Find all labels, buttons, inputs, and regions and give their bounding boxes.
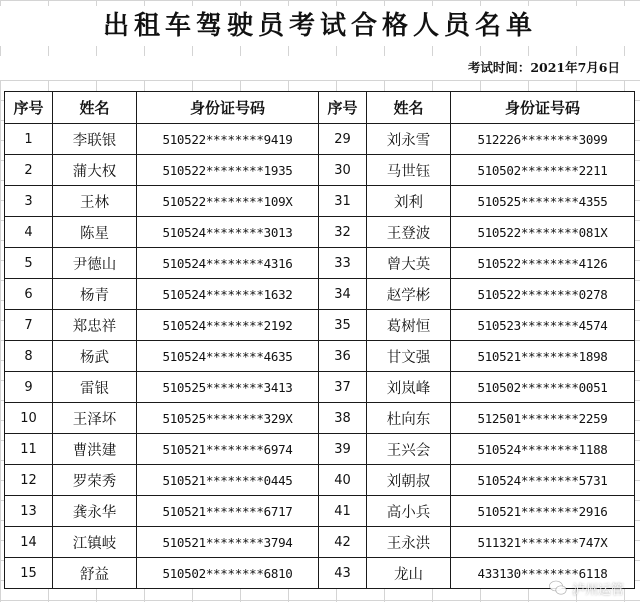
table-row bbox=[5, 248, 635, 279]
table-row bbox=[5, 558, 635, 589]
cell-id: 510525********329X bbox=[137, 403, 319, 434]
cell-no: 37 bbox=[319, 372, 367, 403]
cell-id: 510523********4574 bbox=[451, 310, 635, 341]
cell-id: 510524********1632 bbox=[137, 279, 319, 310]
cell-id: 510522********109X bbox=[137, 186, 319, 217]
watermark bbox=[549, 577, 624, 599]
cell-no: 38 bbox=[319, 403, 367, 434]
cell-name: 葛树恒 bbox=[367, 310, 451, 341]
cell-id: 512501********2259 bbox=[451, 403, 635, 434]
cell-name: 舒益 bbox=[53, 558, 137, 589]
cell-no: 14 bbox=[5, 527, 53, 558]
cell-no: 4 bbox=[5, 217, 53, 248]
table-row bbox=[5, 279, 635, 310]
cell-id: 510521********1898 bbox=[451, 341, 635, 372]
cell-no: 8 bbox=[5, 341, 53, 372]
cell-name: 王泽坏 bbox=[53, 403, 137, 434]
cell-id: 510524********2192 bbox=[137, 310, 319, 341]
cell-name: 曹洪建 bbox=[53, 434, 137, 465]
table-row bbox=[5, 434, 635, 465]
cell-no: 6 bbox=[5, 279, 53, 310]
cell-no: 3 bbox=[5, 186, 53, 217]
cell-name: 刘朝叔 bbox=[367, 465, 451, 496]
header-no: 序号 bbox=[319, 92, 367, 124]
cell-name: 尹德山 bbox=[53, 248, 137, 279]
cell-name: 王兴会 bbox=[367, 434, 451, 465]
cell-name: 蒲大权 bbox=[53, 155, 137, 186]
cell-no: 34 bbox=[319, 279, 367, 310]
table-row bbox=[5, 341, 635, 372]
cell-name: 龙山 bbox=[367, 558, 451, 589]
cell-id: 510524********4635 bbox=[137, 341, 319, 372]
cell-name: 龚永华 bbox=[53, 496, 137, 527]
cell-id: 510524********5731 bbox=[451, 465, 635, 496]
cell-id: 510522********4126 bbox=[451, 248, 635, 279]
cell-no: 35 bbox=[319, 310, 367, 341]
cell-id: 510525********4355 bbox=[451, 186, 635, 217]
cell-no: 7 bbox=[5, 310, 53, 341]
table-row bbox=[5, 155, 635, 186]
cell-no: 9 bbox=[5, 372, 53, 403]
cell-name: 郑忠祥 bbox=[53, 310, 137, 341]
cell-id: 433130********6118 bbox=[451, 558, 635, 589]
cell-id: 510521********6717 bbox=[137, 496, 319, 527]
table-row bbox=[5, 186, 635, 217]
table-row bbox=[5, 496, 635, 527]
cell-id: 510522********9419 bbox=[137, 124, 319, 155]
cell-no: 41 bbox=[319, 496, 367, 527]
header-name: 姓名 bbox=[53, 92, 137, 124]
cell-id: 510502********0051 bbox=[451, 372, 635, 403]
cell-id: 511321********747X bbox=[451, 527, 635, 558]
cell-name: 杨青 bbox=[53, 279, 137, 310]
cell-no: 36 bbox=[319, 341, 367, 372]
cell-no: 1 bbox=[5, 124, 53, 155]
qualified-drivers-table bbox=[4, 91, 635, 589]
header-id: 身份证号码 bbox=[451, 92, 635, 124]
cell-name: 赵学彬 bbox=[367, 279, 451, 310]
cell-id: 510521********0445 bbox=[137, 465, 319, 496]
cell-id: 510521********3794 bbox=[137, 527, 319, 558]
cell-id: 512226********3099 bbox=[451, 124, 635, 155]
cell-no: 11 bbox=[5, 434, 53, 465]
cell-name: 罗荣秀 bbox=[53, 465, 137, 496]
table-row bbox=[5, 217, 635, 248]
cell-no: 10 bbox=[5, 403, 53, 434]
cell-name: 王林 bbox=[53, 186, 137, 217]
cell-id: 510522********081X bbox=[451, 217, 635, 248]
cell-no: 30 bbox=[319, 155, 367, 186]
exam-date: 考试时间：2021年7月6日 bbox=[467, 60, 620, 75]
header-no: 序号 bbox=[5, 92, 53, 124]
cell-name: 甘文强 bbox=[367, 341, 451, 372]
watermark-text: 泸州运管 bbox=[571, 582, 624, 598]
cell-id: 510521********6974 bbox=[137, 434, 319, 465]
cell-name: 杜向东 bbox=[367, 403, 451, 434]
cell-id: 510521********2916 bbox=[451, 496, 635, 527]
table-header-row bbox=[5, 92, 635, 124]
cell-id: 510524********4316 bbox=[137, 248, 319, 279]
cell-no: 33 bbox=[319, 248, 367, 279]
cell-id: 510525********3413 bbox=[137, 372, 319, 403]
cell-id: 510524********1188 bbox=[451, 434, 635, 465]
cell-name: 曾大英 bbox=[367, 248, 451, 279]
cell-name: 刘岚峰 bbox=[367, 372, 451, 403]
header-name: 姓名 bbox=[367, 92, 451, 124]
header-id: 身份证号码 bbox=[137, 92, 319, 124]
table-row bbox=[5, 372, 635, 403]
cell-no: 39 bbox=[319, 434, 367, 465]
cell-no: 32 bbox=[319, 217, 367, 248]
table-row bbox=[5, 465, 635, 496]
cell-no: 15 bbox=[5, 558, 53, 589]
cell-name: 李联银 bbox=[53, 124, 137, 155]
cell-name: 马世钰 bbox=[367, 155, 451, 186]
table-row bbox=[5, 124, 635, 155]
cell-name: 王永洪 bbox=[367, 527, 451, 558]
cell-no: 43 bbox=[319, 558, 367, 589]
table-row bbox=[5, 310, 635, 341]
cell-id: 510522********1935 bbox=[137, 155, 319, 186]
cell-id: 510502********2211 bbox=[451, 155, 635, 186]
cell-name: 刘利 bbox=[367, 186, 451, 217]
cell-no: 40 bbox=[319, 465, 367, 496]
document-title: 出租车驾驶员考试合格人员名单 bbox=[0, 6, 640, 46]
cell-no: 29 bbox=[319, 124, 367, 155]
table-row bbox=[5, 527, 635, 558]
cell-id: 510524********3013 bbox=[137, 217, 319, 248]
table-row bbox=[5, 403, 635, 434]
cell-no: 2 bbox=[5, 155, 53, 186]
cell-name: 高小兵 bbox=[367, 496, 451, 527]
cell-id: 510522********0278 bbox=[451, 279, 635, 310]
cell-no: 13 bbox=[5, 496, 53, 527]
cell-name: 江镇岐 bbox=[53, 527, 137, 558]
cell-no: 5 bbox=[5, 248, 53, 279]
cell-no: 12 bbox=[5, 465, 53, 496]
chat-bubble-icon bbox=[549, 580, 567, 596]
cell-name: 王登波 bbox=[367, 217, 451, 248]
cell-id: 510502********6810 bbox=[137, 558, 319, 589]
cell-no: 42 bbox=[319, 527, 367, 558]
cell-name: 雷银 bbox=[53, 372, 137, 403]
cell-name: 刘永雪 bbox=[367, 124, 451, 155]
cell-no: 31 bbox=[319, 186, 367, 217]
cell-name: 陈星 bbox=[53, 217, 137, 248]
cell-name: 杨武 bbox=[53, 341, 137, 372]
